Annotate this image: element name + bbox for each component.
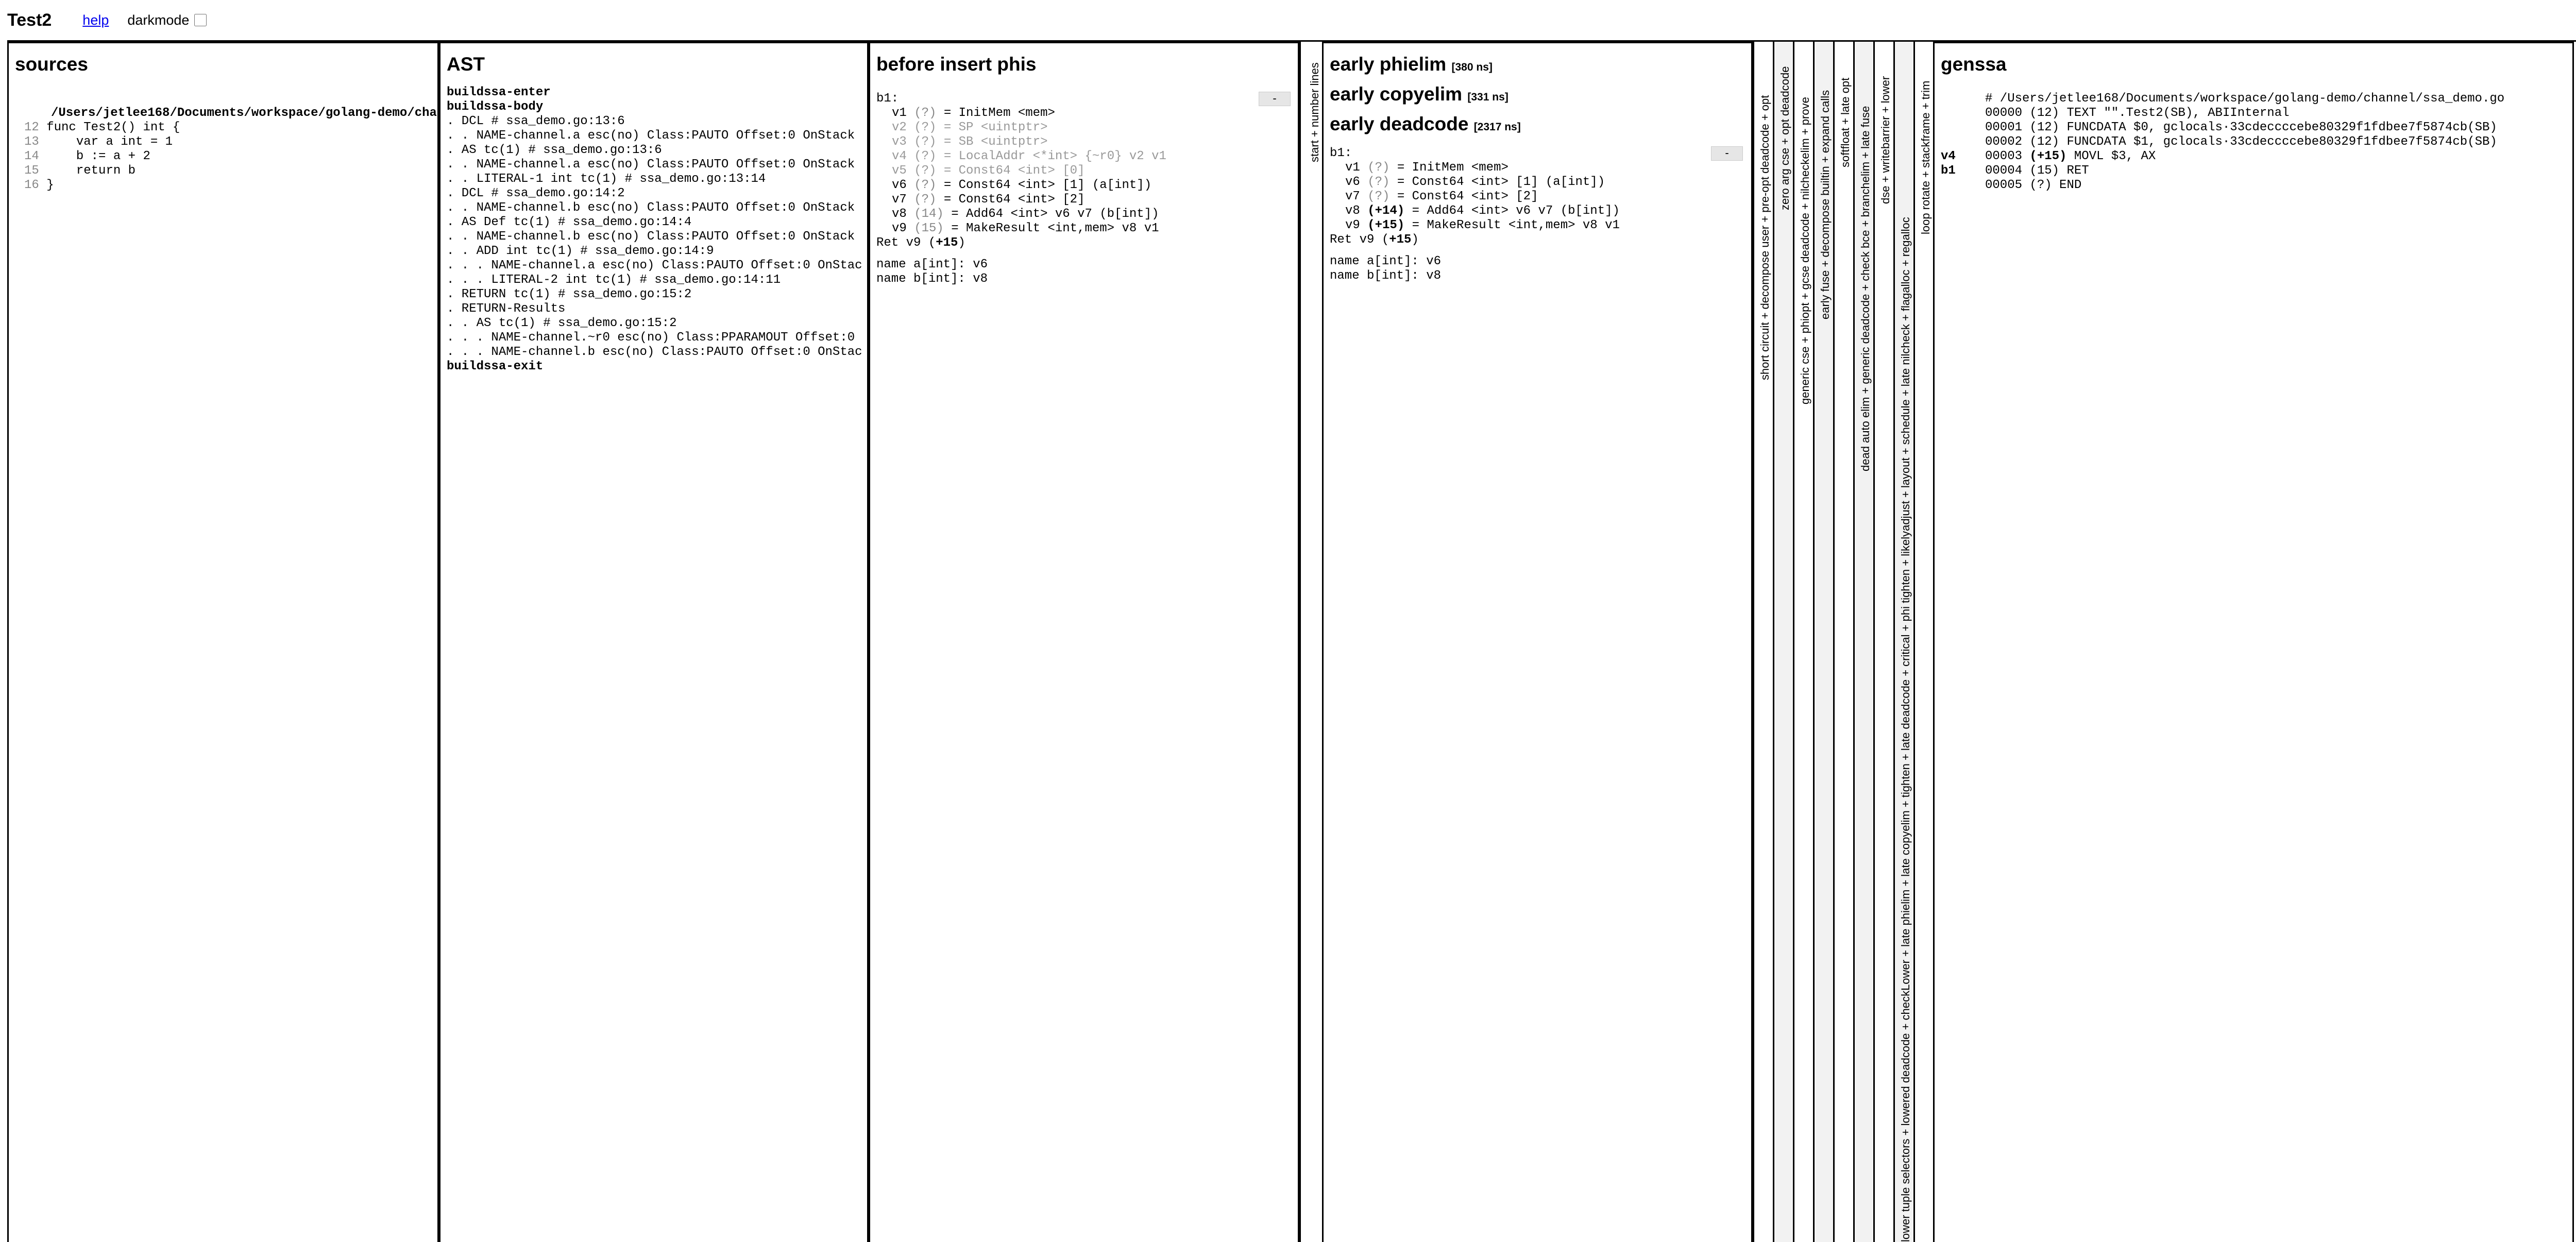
row-addr: 00001 [1985,121,2023,134]
ssa-value-v4 [876,149,1166,164]
ast-node: . AS tc(1) # ssa_demo.go:13:6 [447,143,662,157]
line-number: 14 [24,149,39,163]
early-passes-panel[interactable] [1322,42,1753,1242]
value-pos: (?) [1367,161,1390,175]
value-op: = InitMem <mem> [1397,161,1509,175]
collapsed-phase-label: short circuit + decompose user + pre-opt deadcode + opt [1758,95,1771,380]
collapsed-phase-column[interactable] [1753,42,1773,1242]
value-id: v2 [892,121,907,134]
ssa-value-v8 [876,207,1166,222]
line-code: func Test2() int { [46,121,180,134]
ast-node: . . NAME-channel.a esc(no) Class:PAUTO Offset:0 OnStack [447,129,855,143]
line-code: var a int = 1 [46,135,173,149]
ast-node: . AS Def tc(1) # ssa_demo.go:14:4 [447,215,692,229]
value-list [1330,161,1620,233]
ast-node: . . NAME-channel.a esc(no) Class:PAUTO Offset:0 OnStack [447,158,855,172]
line-code: } [46,178,54,192]
ast-node: . . . NAME-channel.b esc(no) Class:PAUTO Offset:0 OnStac [447,345,862,359]
collapsed-phase-label: softfloat + late opt [1839,77,1852,167]
value-id: v9 [1345,218,1360,232]
name-binding: name a[int]: v6 [876,258,988,271]
value-op: = InitMem <mem> [943,106,1055,120]
ast-node: buildssa-body [447,100,544,114]
early-passes-collapse-button[interactable]: - [1711,146,1743,161]
collapsed-phase-column[interactable] [1813,42,1833,1242]
genssa-row [1941,106,2497,121]
top-bar [7,7,207,33]
ret-line: Ret v9 (+15) [1330,233,1419,247]
sources-file-path: /Users/jetlee168/Documents/workspace/golang-demo/cha [51,106,437,120]
line-number: 12 [24,121,39,134]
ast-node: . . NAME-channel.b esc(no) Class:PAUTO Offset:0 OnStack [447,201,855,215]
row-pos: (+15) [2029,149,2067,163]
ast-tree [447,86,862,374]
name-list [876,258,1166,286]
phase-name: early copyelim [1330,83,1463,105]
ssa-value-v6 [876,178,1166,193]
line-code: return b [46,164,136,178]
row-pos: (12) [2029,135,2060,149]
phase-title [1330,113,1521,143]
value-op: = Const64 <int> [1] (a[int]) [943,178,1152,192]
ast-node: . . . NAME-channel.~r0 esc(no) Class:PPARAMOUT Offset:0 [447,331,855,345]
darkmode-checkbox[interactable] [194,14,207,26]
ssa-value-v1 [876,106,1166,121]
darkmode-label: darkmode [127,12,190,28]
sources-code [24,121,180,193]
value-id: v3 [892,135,907,149]
collapsed-column-start-number-lines[interactable] [1299,42,1322,1242]
row-addr: 00000 [1985,106,2023,120]
collapsed-phase-label: generic cse + phiopt + gcse deadcode + nilcheckelim + prove [1799,97,1811,405]
sources-panel[interactable] [7,42,439,1242]
row-addr: 00005 [1985,178,2023,192]
ssa-value-v7 [876,193,1166,207]
early-phase-titles [1330,54,1521,143]
row-label: b1 [1941,164,1956,178]
before-insert-phis-collapse-button[interactable]: - [1259,92,1291,106]
source-line [24,135,180,149]
value-pos: (?) [914,164,937,178]
ast-node: . . . LITERAL-2 int tc(1) # ssa_demo.go:14:11 [447,273,781,287]
genssa-panel[interactable] [1933,42,2574,1242]
collapsed-phase-label: dse + writebarrier + lower [1879,76,1892,204]
value-pos: (?) [1367,190,1390,203]
genssa-file-path: # /Users/jetlee168/Documents/workspace/golang-demo/channel/ssa_demo.go [1985,92,2505,106]
ssa-value-v9 [876,222,1166,236]
line-code: b := a + 2 [46,149,150,163]
value-id: v6 [892,178,907,192]
block-label: b1: [876,92,899,106]
value-pos: (+14) [1367,204,1405,218]
line-number: 16 [24,178,39,192]
ast-title: AST [447,54,485,75]
row-instr: END [2059,178,2082,192]
before-insert-phis-title: before insert phis [876,54,1037,75]
source-line [24,164,180,178]
row-label: v4 [1941,149,1956,163]
ssa-value-v6 [1330,175,1620,190]
collapsed-phase-column[interactable] [1793,42,1813,1242]
collapsed-phase-column[interactable] [1893,42,1913,1242]
line-number: 15 [24,164,39,178]
row-addr: 00003 [1985,149,2023,163]
genssa-row [1941,178,2497,193]
ast-node: . RETURN tc(1) # ssa_demo.go:15:2 [447,287,692,301]
name-binding: name b[int]: v8 [876,272,988,286]
ast-node: buildssa-exit [447,360,544,373]
collapsed-phase-label: dead auto elim + generic deadcode + check bce + branchelim + late fuse [1859,106,1872,471]
source-line [24,178,180,193]
name-list [1330,254,1620,283]
sources-title: sources [15,54,88,75]
ast-node: . DCL # ssa_demo.go:14:2 [447,186,625,200]
collapsed-phase-column[interactable] [1853,42,1873,1242]
collapsed-phase-column[interactable] [1833,42,1853,1242]
value-id: v1 [892,106,907,120]
value-id: v6 [1345,175,1360,189]
ssa-value-v9 [1330,218,1620,233]
ast-panel[interactable] [439,42,869,1242]
value-op: = Const64 <int> [1] (a[int]) [1397,175,1605,189]
value-pos: (15) [914,222,944,235]
value-id: v8 [1345,204,1360,218]
ast-node: . DCL # ssa_demo.go:13:6 [447,114,625,128]
line-number: 13 [24,135,39,149]
row-instr: FUNCDATA $1, gclocals·33cdeccccebe80329f1fdbee7f5874cb(SB) [2066,135,2497,149]
genssa-instructions [1941,106,2497,193]
value-op: = Const64 <int> [0] [943,164,1085,178]
phase-time: [331 ns] [1467,91,1509,103]
phase-name: early phielim [1330,54,1447,75]
ssa-panels [7,40,2576,1241]
source-line [24,149,180,164]
value-pos: (?) [1367,175,1390,189]
value-op: = Const64 <int> [2] [1397,190,1538,203]
ast-node: . RETURN-Results [447,302,566,316]
ast-node: . . ADD int tc(1) # ssa_demo.go:14:9 [447,244,714,258]
value-id: v1 [1345,161,1360,175]
phase-time: [2317 ns] [1473,121,1521,133]
ast-node: . . LITERAL-1 int tc(1) # ssa_demo.go:13:14 [447,172,766,186]
value-op: = SB <uintptr> [943,135,1048,149]
value-op: = LocalAddr <*int> {~r0} v2 v1 [943,149,1166,163]
genssa-row [1941,121,2497,135]
ast-node: . . . NAME-channel.a esc(no) Class:PAUTO Offset:0 OnStac [447,259,862,273]
value-pos: (?) [914,178,937,192]
value-list [876,106,1166,236]
value-pos: (?) [914,193,937,207]
collapsed-phase-column[interactable] [1913,42,1934,1242]
source-line [24,121,180,135]
collapsed-phase-label: lower tuple selectors + lowered deadcode + checkLower + late phielim + late copyelim + tighten + late deadcode + critical + phi tighten + likelyadjust + layout + schedule + late nilcheck + flagalloc + regalloc [1899,217,1912,1242]
value-id: v7 [892,193,907,207]
name-binding: name a[int]: v6 [1330,254,1442,268]
before-insert-phis-panel[interactable] [869,42,1299,1242]
collapsed-column-label: start + number lines [1308,62,1321,162]
ret-line: Ret v9 (+15) [876,236,965,250]
genssa-row [1941,164,2497,178]
collapsed-phase-column[interactable] [1773,42,1793,1242]
row-instr: RET [2066,164,2089,178]
row-pos: (?) [2029,178,2052,192]
row-pos: (12) [2029,121,2060,134]
ssa-value-v1 [1330,161,1620,175]
genssa-row [1941,149,2497,164]
genssa-row [1941,135,2497,149]
genssa-title: genssa [1941,54,2007,75]
app-title: Test2 [7,10,52,30]
value-id: v4 [892,149,907,163]
collapsed-phase-label: zero arg cse + opt deadcode [1778,66,1791,210]
ast-node: . . AS tc(1) # ssa_demo.go:15:2 [447,316,677,330]
value-op: = Const64 <int> [2] [943,193,1085,207]
value-op: = MakeResult <int,mem> v8 v1 [951,222,1159,235]
ssa-value-v8 [1330,204,1620,218]
value-pos: (+15) [1367,218,1405,232]
value-pos: (?) [914,149,937,163]
value-id: v5 [892,164,907,178]
value-op: = Add64 <int> v6 v7 (b[int]) [951,207,1159,221]
value-id: v8 [892,207,907,221]
value-op: = Add64 <int> v6 v7 (b[int]) [1412,204,1620,218]
early-passes-body [1330,146,1620,283]
row-pos: (15) [2029,164,2060,178]
ssa-value-v2 [876,121,1166,135]
value-pos: (?) [914,121,937,134]
block-label: b1: [1330,146,1352,160]
phase-name: early deadcode [1330,113,1469,134]
collapsed-phase-label: loop rotate + stackframe + trim [1919,80,1932,234]
row-instr: MOVL $3, AX [2074,149,2156,163]
help-link[interactable]: help [82,12,109,28]
row-addr: 00002 [1985,135,2023,149]
value-pos: (?) [914,135,937,149]
value-id: v9 [892,222,907,235]
ssa-value-v3 [876,135,1166,149]
ssa-value-v5 [876,164,1166,178]
collapsed-phase-label: early fuse + decompose builtin + expand calls [1819,90,1832,319]
value-op: = SP <uintptr> [943,121,1048,134]
phase-title [1330,54,1521,83]
ast-node: buildssa-enter [447,86,551,99]
collapsed-phase-column[interactable] [1873,42,1893,1242]
value-pos: (?) [914,106,937,120]
row-addr: 00004 [1985,164,2023,178]
row-pos: (12) [2029,106,2060,120]
value-pos: (14) [914,207,944,221]
phase-title [1330,83,1521,113]
ssa-value-v7 [1330,190,1620,204]
ast-node: . . NAME-channel.b esc(no) Class:PAUTO Offset:0 OnStack [447,230,855,244]
phase-time: [380 ns] [1451,61,1493,73]
name-binding: name b[int]: v8 [1330,269,1442,283]
value-id: v7 [1345,190,1360,203]
before-insert-phis-body [876,92,1166,286]
row-instr: FUNCDATA $0, gclocals·33cdeccccebe80329f1fdbee7f5874cb(SB) [2066,121,2497,134]
value-op: = MakeResult <int,mem> v8 v1 [1412,218,1620,232]
row-instr: TEXT "".Test2(SB), ABIInternal [2066,106,2290,120]
